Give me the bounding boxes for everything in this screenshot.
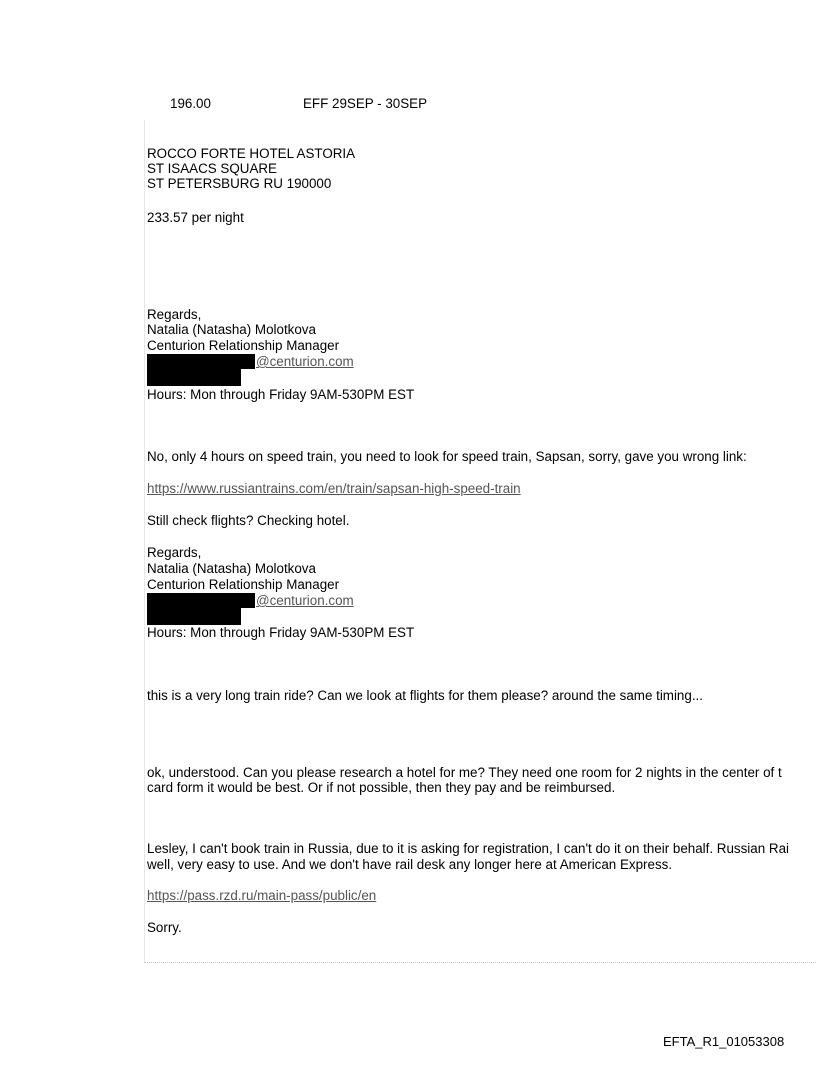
rzd-link[interactable]: https://pass.rzd.ru/main-pass/public/en xyxy=(147,888,377,903)
message-long-train: this is a very long train ride? Can we look at flights for them please? around the same timing... xyxy=(147,688,703,703)
redaction-box xyxy=(147,369,241,386)
signature-title: Centurion Relationship Manager xyxy=(147,577,340,592)
message-speed-train: No, only 4 hours on speed train, you need to look for speed train, Sapsan, sorry, gave you wrong link: xyxy=(147,449,747,464)
message-hotel-request-line1: ok, understood. Can you please research a hotel for me? They need one room for 2 nights in the center of t xyxy=(147,765,782,780)
redaction-box xyxy=(147,593,255,608)
document-id: EFTA_R1_01053308 xyxy=(663,1034,785,1049)
quote-border xyxy=(144,120,145,962)
hotel-city: ST PETERSBURG RU 190000 xyxy=(147,176,332,191)
signature-title: Centurion Relationship Manager xyxy=(147,338,340,353)
signature-name: Natalia (Natasha) Molotkova xyxy=(147,322,316,337)
message-sorry: Sorry. xyxy=(147,920,182,935)
redaction-box xyxy=(147,608,241,625)
fare-effective-dates: EFF 29SEP - 30SEP xyxy=(303,96,428,111)
hotel-rate: 233.57 per night xyxy=(147,210,244,225)
message-hotel-request-line2: card form it would be best. Or if not possible, then they pay and be reimbursed. xyxy=(147,780,616,795)
signature-regards: Regards, xyxy=(147,307,202,322)
message-check-flights: Still check flights? Checking hotel. xyxy=(147,513,350,528)
signature-regards: Regards, xyxy=(147,545,202,560)
signature-hours: Hours: Mon through Friday 9AM-530PM EST xyxy=(147,625,415,640)
fare-amount: 196.00 xyxy=(170,96,211,111)
message-cant-book-line1: Lesley, I can't book train in Russia, due to it is asking for registration, I can't do it on their behalf. Russian Rai xyxy=(147,841,789,856)
signature-email-link[interactable]: @centurion.com xyxy=(256,593,354,608)
hotel-name: ROCCO FORTE HOTEL ASTORIA xyxy=(147,146,356,161)
signature-hours: Hours: Mon through Friday 9AM-530PM EST xyxy=(147,387,415,402)
hotel-street: ST ISAACS SQUARE xyxy=(147,161,277,176)
quote-bottom-rule xyxy=(144,962,816,964)
signature-name: Natalia (Natasha) Molotkova xyxy=(147,561,316,576)
message-cant-book-line2: well, very easy to use. And we don't have rail desk any longer here at American Express. xyxy=(147,857,673,872)
sapsan-link[interactable]: https://www.russiantrains.com/en/train/sapsan-high-speed-train xyxy=(147,481,521,496)
redaction-box xyxy=(147,354,255,369)
signature-email-link[interactable]: @centurion.com xyxy=(256,354,354,369)
